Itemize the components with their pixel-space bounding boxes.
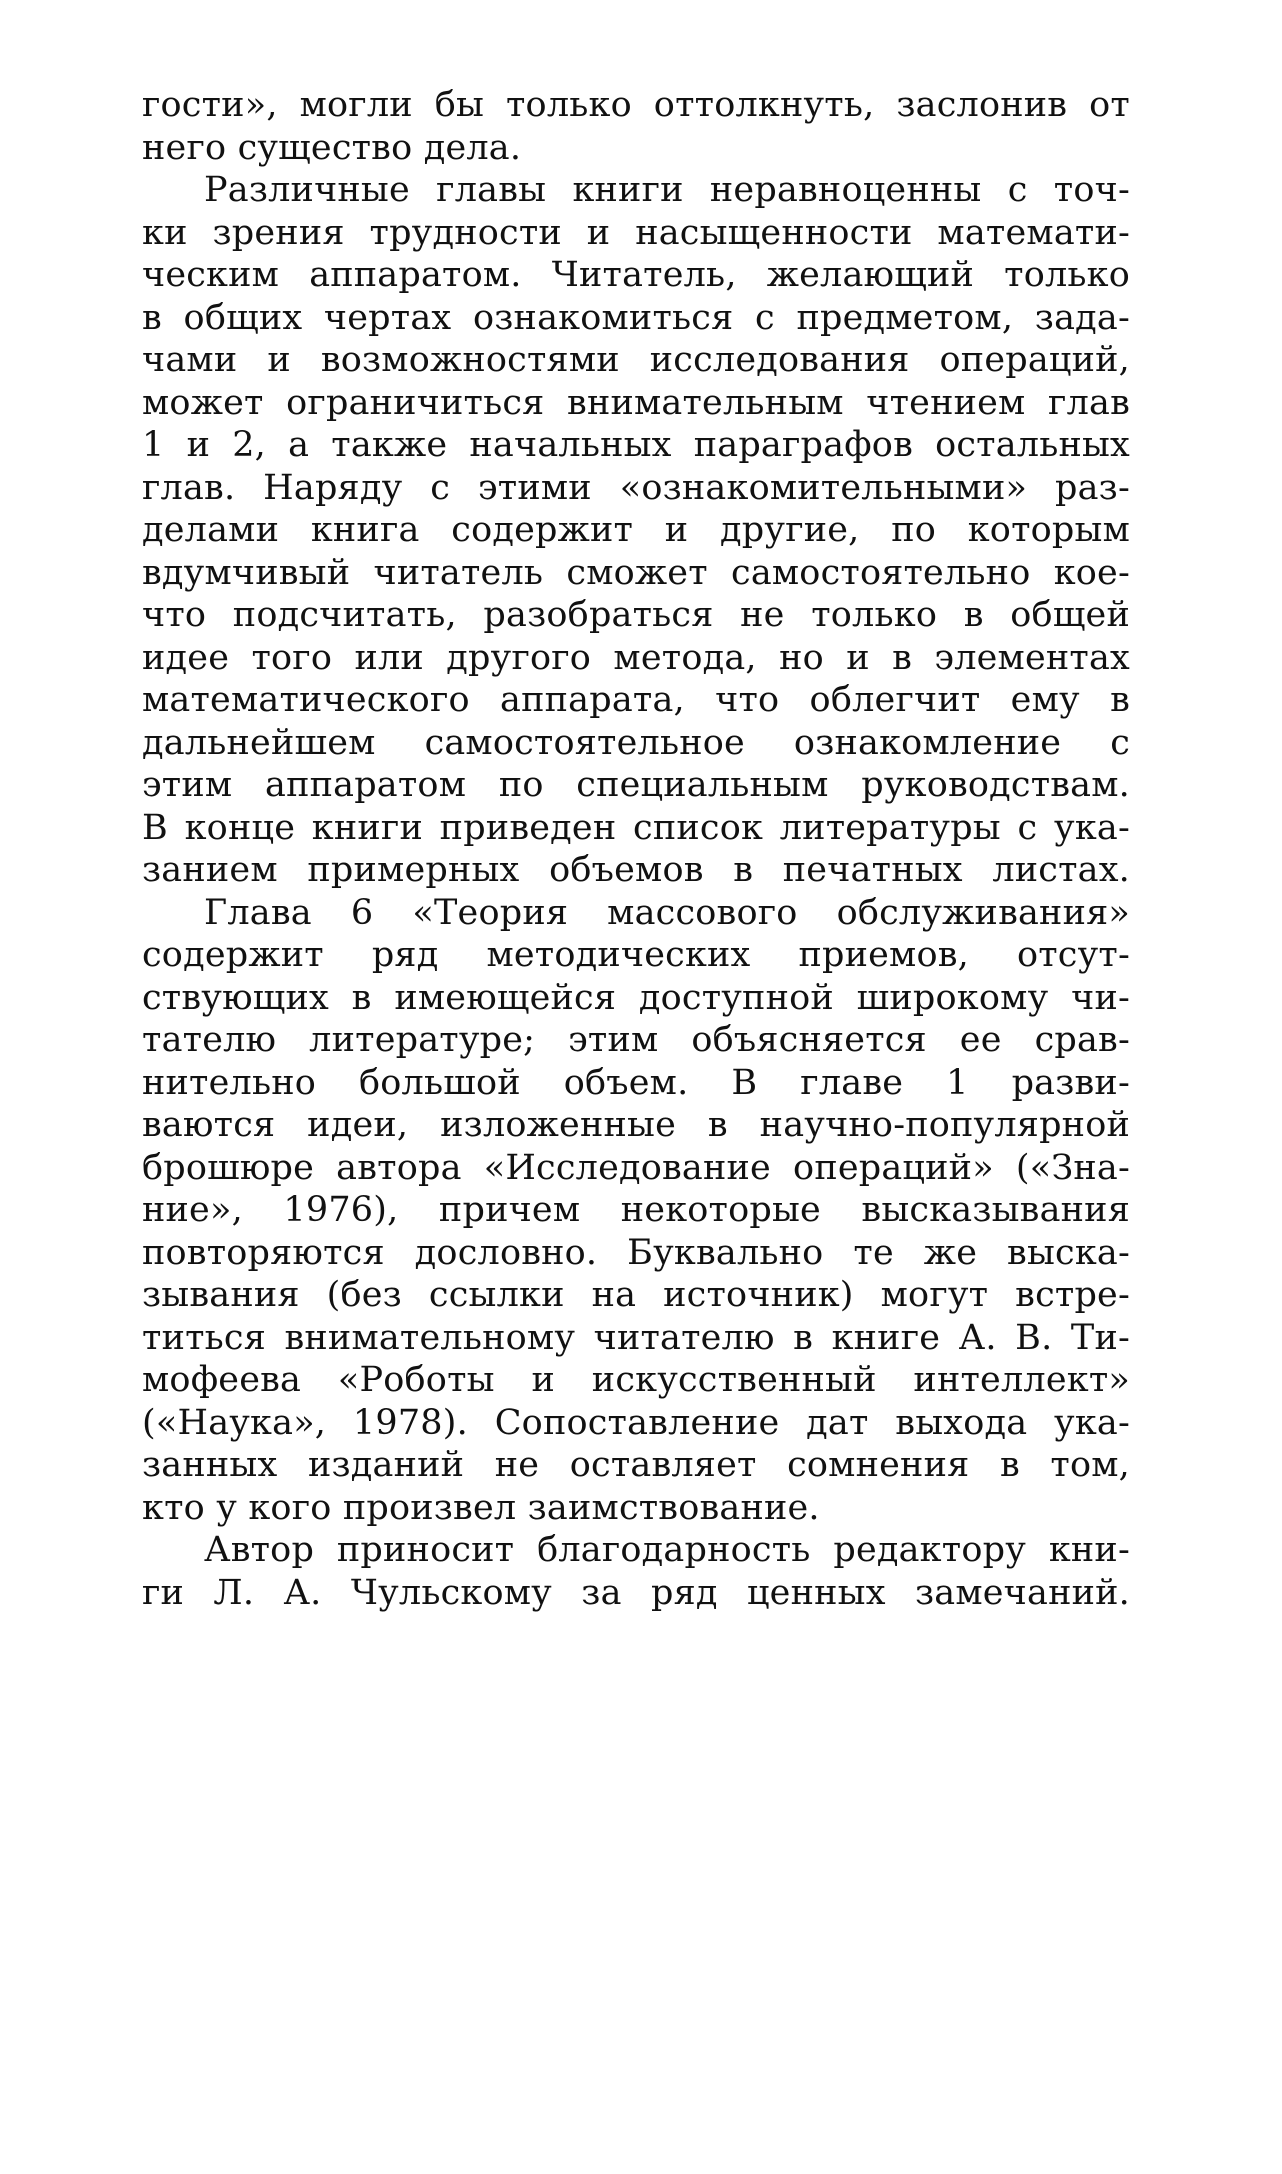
paragraph-3 <box>142 892 1130 1530</box>
text-line: в общих чертах ознакомиться с предметом, зада- <box>142 297 1130 338</box>
text-line: зывания (без ссылки на источник) могут встре- <box>142 1275 1130 1315</box>
text-line: мофеева «Роботы и искусственный интеллект» <box>142 1360 1130 1400</box>
paragraph-2 <box>142 169 1130 892</box>
text-line: Различные главы книги неравноценны с точ- <box>204 170 1130 210</box>
text-line: делами книга содержит и другие, по которым <box>142 510 1130 550</box>
text-line: занием примерных объемов в печатных листах. <box>142 850 1130 890</box>
text-line: брошюре автора «Исследование операций» («Зна- <box>142 1147 1130 1188</box>
text-line: содержит ряд методических приемов, отсут- <box>142 935 1130 975</box>
text-line: кто у кого произвел заимствование. <box>142 1487 820 1528</box>
text-line: занных изданий не оставляет сомнения в том, <box>142 1445 1130 1485</box>
text-column <box>142 84 1130 1614</box>
text-line: нительно большой объем. В главе 1 разви- <box>142 1062 1130 1103</box>
text-line: дальнейшем самостоятельное ознакомление с <box>142 722 1130 763</box>
text-line: В конце книги приведен список литературы с ука- <box>142 807 1130 848</box>
text-line: тателю литературе; этим объясняется ее срав- <box>142 1020 1130 1060</box>
text-line: ваются идеи, изложенные в научно-популярной <box>142 1105 1130 1145</box>
text-line: ги Л. А. Чульскому за ряд ценных замечаний. <box>142 1572 1130 1613</box>
paragraph-1 <box>142 84 1130 169</box>
text-line: ние», 1976), причем некоторые высказывания <box>142 1190 1130 1230</box>
text-line: повторяются дословно. Буквально те же выска- <box>142 1232 1130 1273</box>
text-line: титься внимательному читателю в книге А. В. Ти- <box>142 1317 1130 1358</box>
text-line: него существо дела. <box>142 127 522 168</box>
text-line: глав. Наряду с этими «ознакомительными» раз- <box>142 467 1130 508</box>
text-line: идее того или другого метода, но и в элементах <box>142 637 1130 678</box>
text-line: Глава 6 «Теория массового обслуживания» <box>204 892 1130 933</box>
text-line: 1 и 2, а также начальных параграфов остальных <box>142 425 1130 465</box>
text-line: ческим аппаратом. Читатель, желающий только <box>142 255 1130 295</box>
text-line: математического аппарата, что облегчит ему в <box>142 680 1130 720</box>
text-line: что подсчитать, разобраться не только в общей <box>142 595 1130 635</box>
text-line: Автор приносит благодарность редактору кни- <box>204 1530 1130 1570</box>
text-line: этим аппаратом по специальным руководствам. <box>142 765 1130 805</box>
text-line: чами и возможностями исследования операций, <box>142 340 1130 380</box>
text-line: вдумчивый читатель сможет самостоятельно кое- <box>142 552 1130 593</box>
text-line: может ограничиться внимательным чтением глав <box>142 382 1130 423</box>
text-line: ствующих в имеющейся доступной широкому чи- <box>142 977 1130 1018</box>
text-line: гости», могли бы только оттолкнуть, заслонив от <box>142 85 1130 125</box>
text-line: («Наука», 1978). Сопоставление дат выхода ука- <box>142 1402 1130 1443</box>
paragraph-4 <box>142 1529 1130 1614</box>
text-line: ки зрения трудности и насыщенности математи- <box>142 212 1130 253</box>
